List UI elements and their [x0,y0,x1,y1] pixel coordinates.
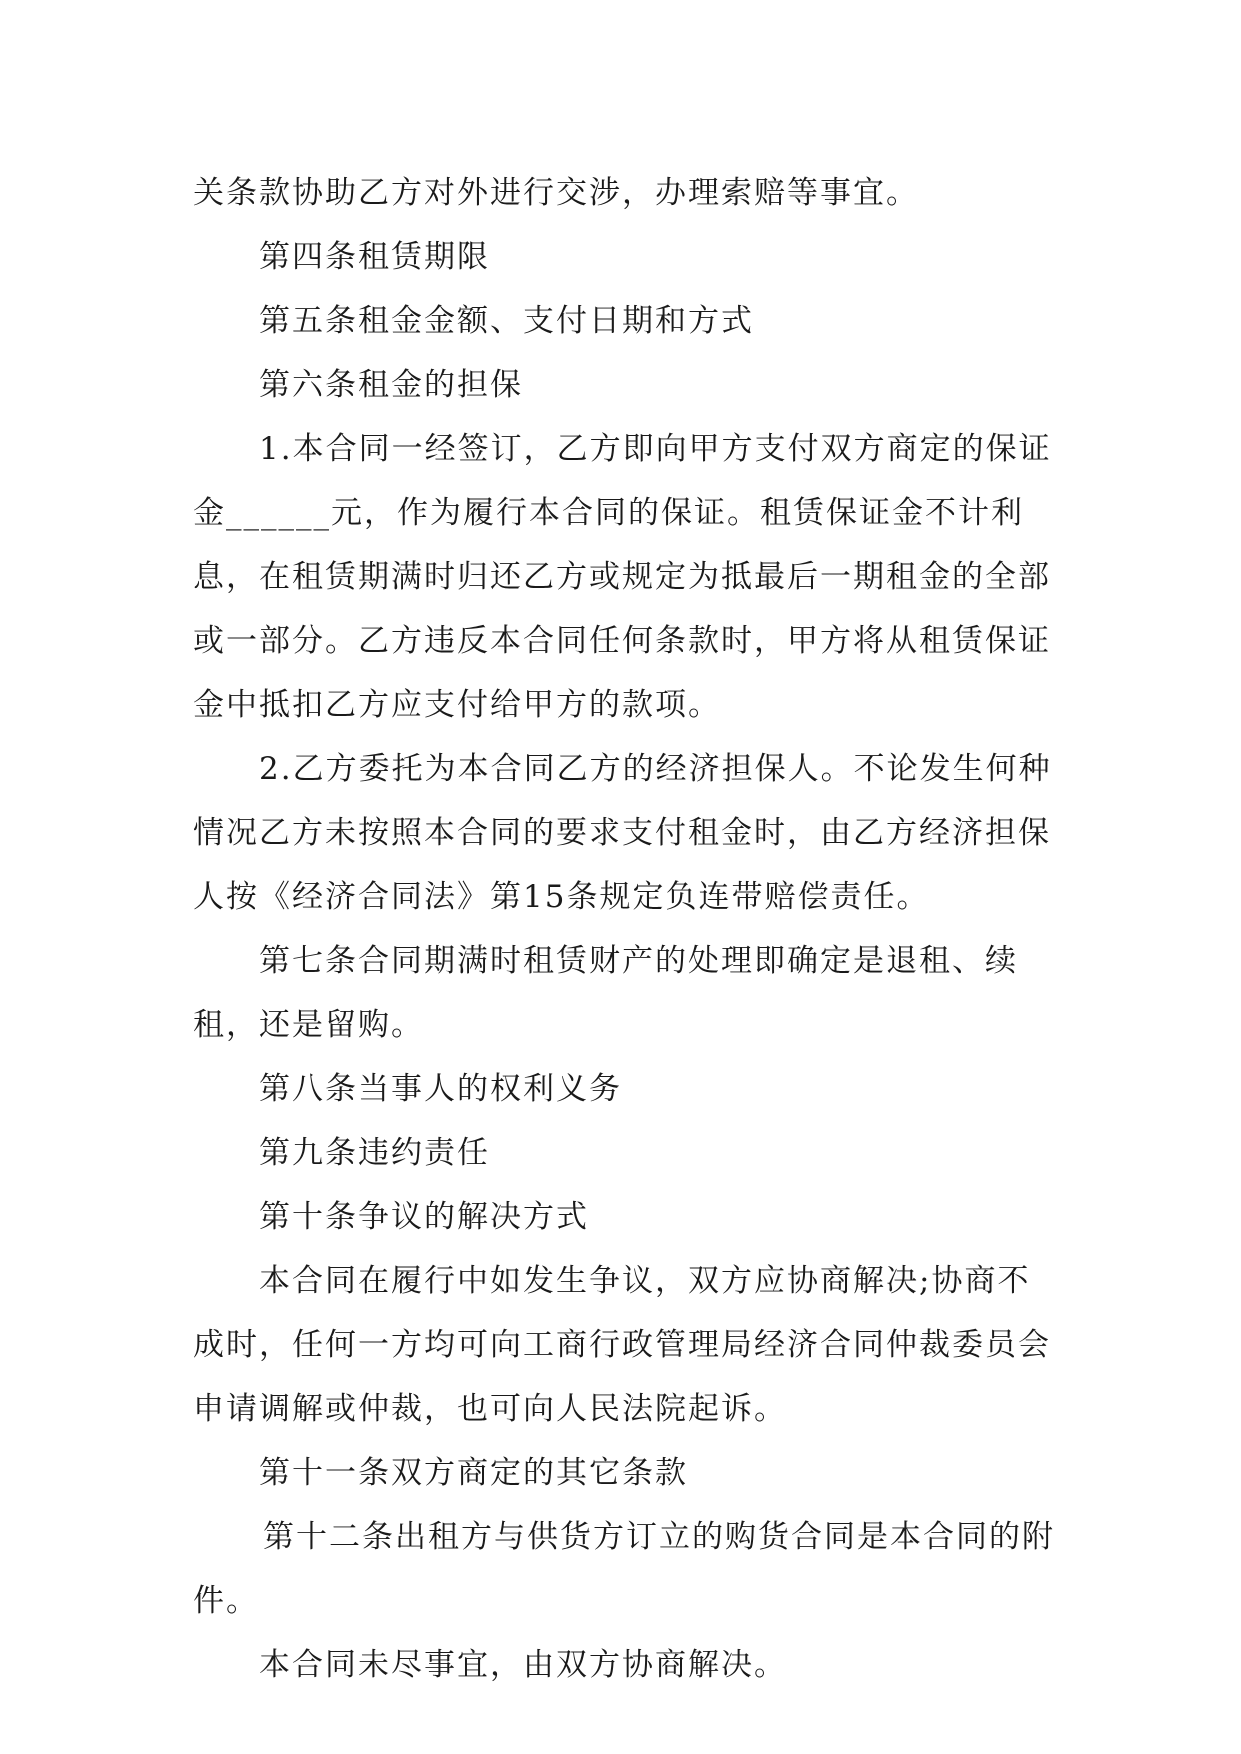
article-11-heading: 第十一条双方商定的其它条款 [259,1455,688,1491]
article-6-heading: 第六条租金的担保 [259,367,523,403]
article-4-heading: 第四条租赁期限 [259,239,490,275]
article-7-heading: 第七条合同期满时租赁财产的处理即确定是退租、续租，还是留购。 [193,943,1018,1043]
article-9-heading: 第九条违约责任 [259,1135,490,1171]
article-10-body: 本合同在履行中如发生争议，双方应协商解决;协商不成时，任何一方均可向工商行政管理局经济合同仲裁委员会申请调解或仲裁，也可向人民法院起诉。 [193,1263,1051,1427]
article-5-heading: 第五条租金金额、支付日期和方式 [259,303,754,339]
closing-statement: 本合同未尽事宜，由双方协商解决。 [259,1647,787,1683]
article-6-clause-2: 2.乙方委托为本合同乙方的经济担保人。不论发生何种情况乙方未按照本合同的要求支付租金时，由乙方经济担保人按《经济合同法》第15条规定负连带赔偿责任。 [193,751,1052,915]
paragraph-continuation: 关条款协助乙方对外进行交涉，办理索赔等事宜。 [193,175,919,211]
document-body [193,161,1055,1697]
article-6-clause-1: 1.本合同一经签订，乙方即向甲方支付双方商定的保证金______元，作为履行本合同的保证。租赁保证金不计利息，在租赁期满时归还乙方或规定为抵最后一期租金的全部或一部分。乙方违反本合同任何条款时，甲方将从租赁保证金中抵扣乙方应支付给甲方的款项。 [193,431,1052,723]
article-10-heading: 第十条争议的解决方式 [259,1199,589,1235]
article-8-heading: 第八条当事人的权利义务 [259,1071,622,1107]
article-12-heading: 第十二条出租方与供货方订立的购货合同是本合同的附件。 [193,1519,1055,1619]
